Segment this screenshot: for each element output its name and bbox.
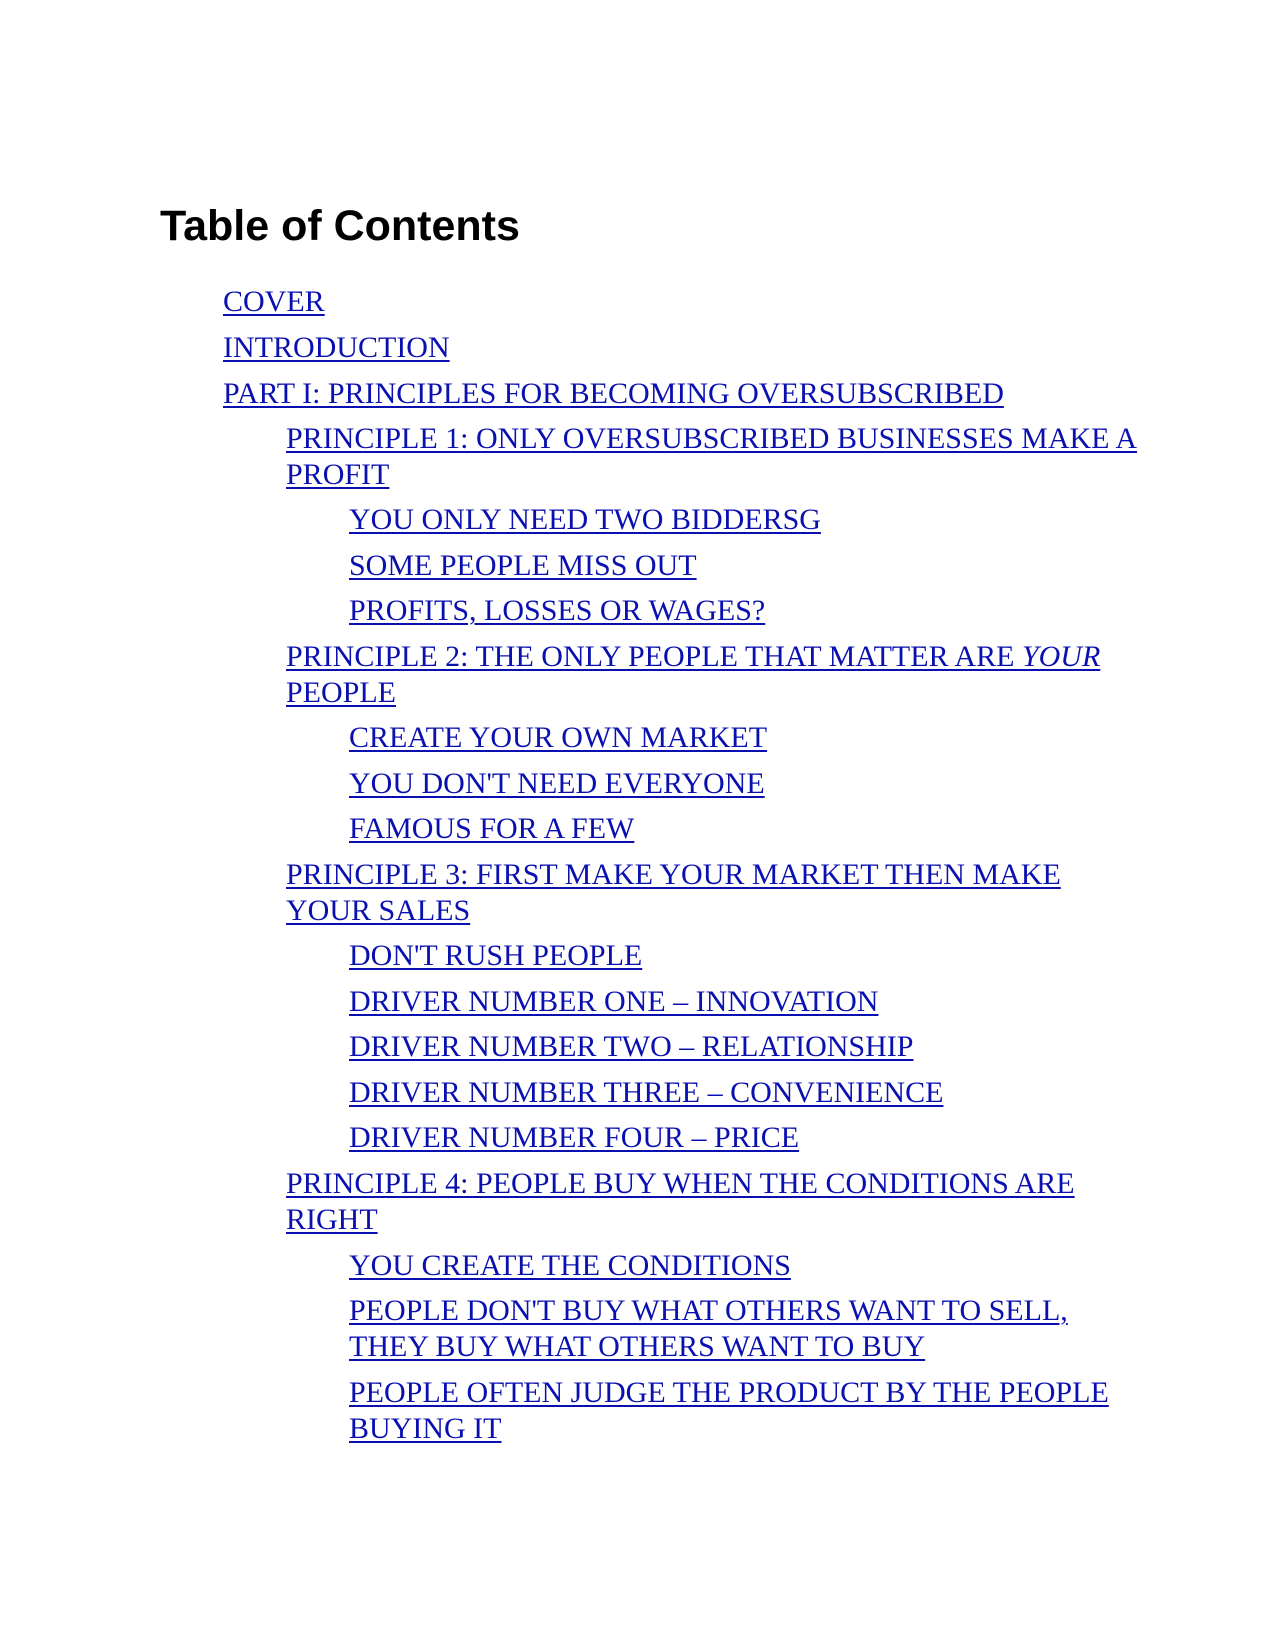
toc-link-driver-two[interactable]: DRIVER NUMBER TWO – RELATIONSHIP [349, 1030, 914, 1063]
toc-link-introduction[interactable]: INTRODUCTION [223, 331, 450, 364]
toc-entry-principle-2 [286, 639, 1146, 711]
toc-link-two-bidders[interactable]: YOU ONLY NEED TWO BIDDERSG [349, 503, 821, 536]
toc-link-principle-2[interactable] [286, 640, 1100, 709]
toc-entry-cover [223, 284, 1183, 320]
toc-entry-miss-out [349, 548, 1129, 584]
toc-entry-principle-3 [286, 857, 1146, 929]
toc-link-cover[interactable]: COVER [223, 285, 325, 318]
toc-entry-own-market [349, 720, 1129, 756]
toc-entry-famous-for-few [349, 811, 1129, 847]
toc-link-dont-need-everyone[interactable]: YOU DON'T NEED EVERYONE [349, 767, 765, 800]
toc-link-principle-4[interactable]: PRINCIPLE 4: PEOPLE BUY WHEN THE CONDITIONS ARE RIGHT [286, 1167, 1075, 1236]
toc-entry-part-1 [223, 376, 1183, 412]
toc-entry-driver-one [349, 984, 1129, 1020]
toc-link-famous-for-few[interactable]: FAMOUS FOR A FEW [349, 812, 635, 845]
page-title: Table of Contents [160, 202, 520, 250]
toc-entry-dont-rush [349, 938, 1129, 974]
toc-entry-principle-4 [286, 1166, 1146, 1238]
toc-link-part-1[interactable]: PART I: PRINCIPLES FOR BECOMING OVERSUBSCRIBED [223, 377, 1004, 410]
toc-entry-driver-three [349, 1075, 1129, 1111]
toc-entry-introduction [223, 330, 1183, 366]
toc-link-dont-rush[interactable]: DON'T RUSH PEOPLE [349, 939, 643, 972]
toc-link-principle-1[interactable]: PRINCIPLE 1: ONLY OVERSUBSCRIBED BUSINESSES MAKE A PROFIT [286, 422, 1138, 491]
toc-entry-judge-product [349, 1375, 1129, 1447]
toc-link-miss-out[interactable]: SOME PEOPLE MISS OUT [349, 549, 697, 582]
toc-link-driver-one[interactable]: DRIVER NUMBER ONE – INNOVATION [349, 985, 879, 1018]
toc-entry-principle-1 [286, 421, 1146, 493]
toc-entry-dont-need-everyone [349, 766, 1129, 802]
toc-entry-profits-losses [349, 593, 1129, 629]
toc-entry-driver-four [349, 1120, 1129, 1156]
toc-link-buy-what-others-want[interactable]: PEOPLE DON'T BUY WHAT OTHERS WANT TO SELL, THEY BUY WHAT OTHERS WANT TO BUY [349, 1294, 1068, 1363]
toc-entry-two-bidders [349, 502, 1129, 538]
toc-link-judge-product[interactable]: PEOPLE OFTEN JUDGE THE PRODUCT BY THE PEOPLE BUYING IT [349, 1376, 1109, 1445]
toc-entry-buy-what-others-want [349, 1293, 1129, 1365]
toc-link-create-conditions[interactable]: YOU CREATE THE CONDITIONS [349, 1249, 791, 1282]
toc-link-principle-3[interactable]: PRINCIPLE 3: FIRST MAKE YOUR MARKET THEN MAKE YOUR SALES [286, 858, 1061, 927]
toc-entry-create-conditions [349, 1248, 1129, 1284]
toc-link-principle-2-emphasis: YOUR [1021, 640, 1101, 673]
toc-link-driver-four[interactable]: DRIVER NUMBER FOUR – PRICE [349, 1121, 800, 1154]
toc-entry-driver-two [349, 1029, 1129, 1065]
toc-link-profits-losses[interactable]: PROFITS, LOSSES OR WAGES? [349, 594, 766, 627]
toc-link-principle-2-text-after: PEOPLE [286, 676, 397, 709]
toc-link-principle-2-text: PRINCIPLE 2: THE ONLY PEOPLE THAT MATTER ARE [286, 640, 1022, 673]
toc-link-own-market[interactable]: CREATE YOUR OWN MARKET [349, 721, 768, 754]
toc-link-driver-three[interactable]: DRIVER NUMBER THREE – CONVENIENCE [349, 1076, 944, 1109]
